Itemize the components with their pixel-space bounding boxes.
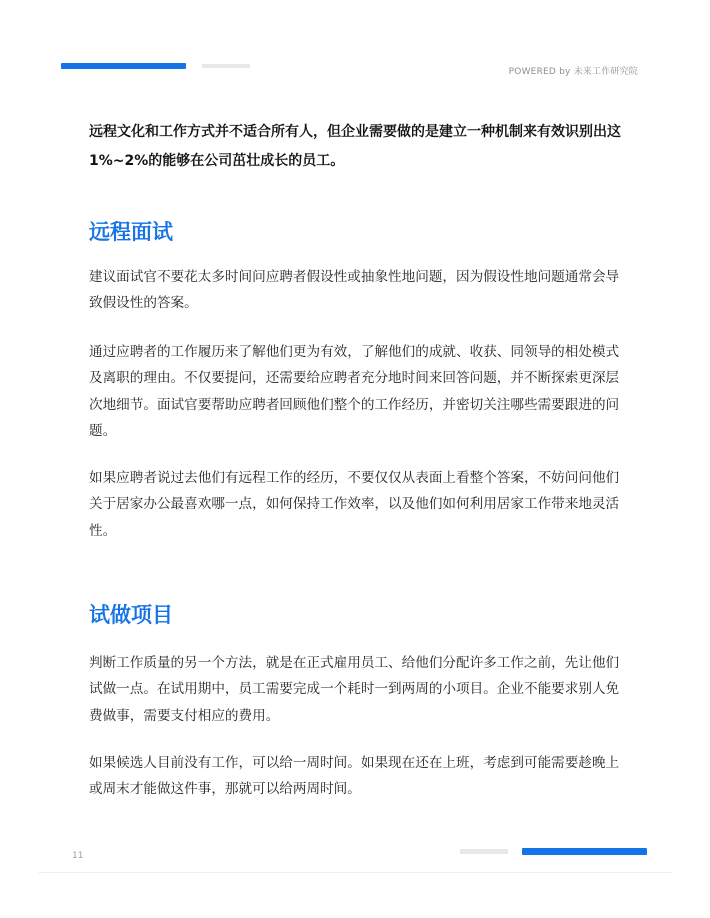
footer-accent-bar <box>522 848 647 855</box>
trial-project-paragraph-1: 判断工作质量的另一个方法，就是在正式雇用员工、给他们分配许多工作之前，先让他们试做一点。在试用期中，员工需要完成一个耗时一到两周的小项目。企业不能要求别人免费做事，需要支付相应的费用。 <box>89 655 620 724</box>
footer-divider <box>38 872 672 873</box>
remote-interview-paragraph-1: 建议面试官不要花太多时间问应聘者假设性或抽象性地问题，因为假设性地问题通常会导致假设性的答案。 <box>89 269 620 312</box>
header-accent-bar <box>61 63 186 69</box>
footer-muted-bar <box>460 849 508 854</box>
intro-paragraph: 远程文化和工作方式并不适合所有人，但企业需要做的是建立一种机制来有效识别出这1%~2%的能够在公司茁壮成长的员工。 <box>89 124 621 169</box>
header-muted-bar <box>202 64 250 68</box>
page-number: 11 <box>72 851 84 861</box>
trial-project-paragraph-2: 如果候选人目前没有工作，可以给一周时间。如果现在还在上班，考虑到可能需要趁晚上或周末才能做这件事，那就可以给两周时间。 <box>89 755 620 798</box>
powered-by-label: POWERED by 未来工作研究院 <box>508 67 638 77</box>
section-title-remote-interview: 远程面试 <box>89 220 173 244</box>
section-title-trial-project: 试做项目 <box>89 603 173 627</box>
remote-interview-paragraph-2: 通过应聘者的工作履历来了解他们更为有效，了解他们的成就、收获、同领导的相处模式及离职的理由。不仅要提问，还需要给应聘者充分地时间来回答问题，并不断探索更深层次地细节。面试官要帮助应聘者回顾他们整个的工作经历，并密切关注哪些需要跟进的问题。 <box>89 344 620 439</box>
remote-interview-paragraph-3: 如果应聘者说过去他们有远程工作的经历，不要仅仅从表面上看整个答案，不妨问问他们关于居家办公最喜欢哪一点，如何保持工作效率，以及他们如何利用居家工作带来地灵活性。 <box>89 470 620 539</box>
